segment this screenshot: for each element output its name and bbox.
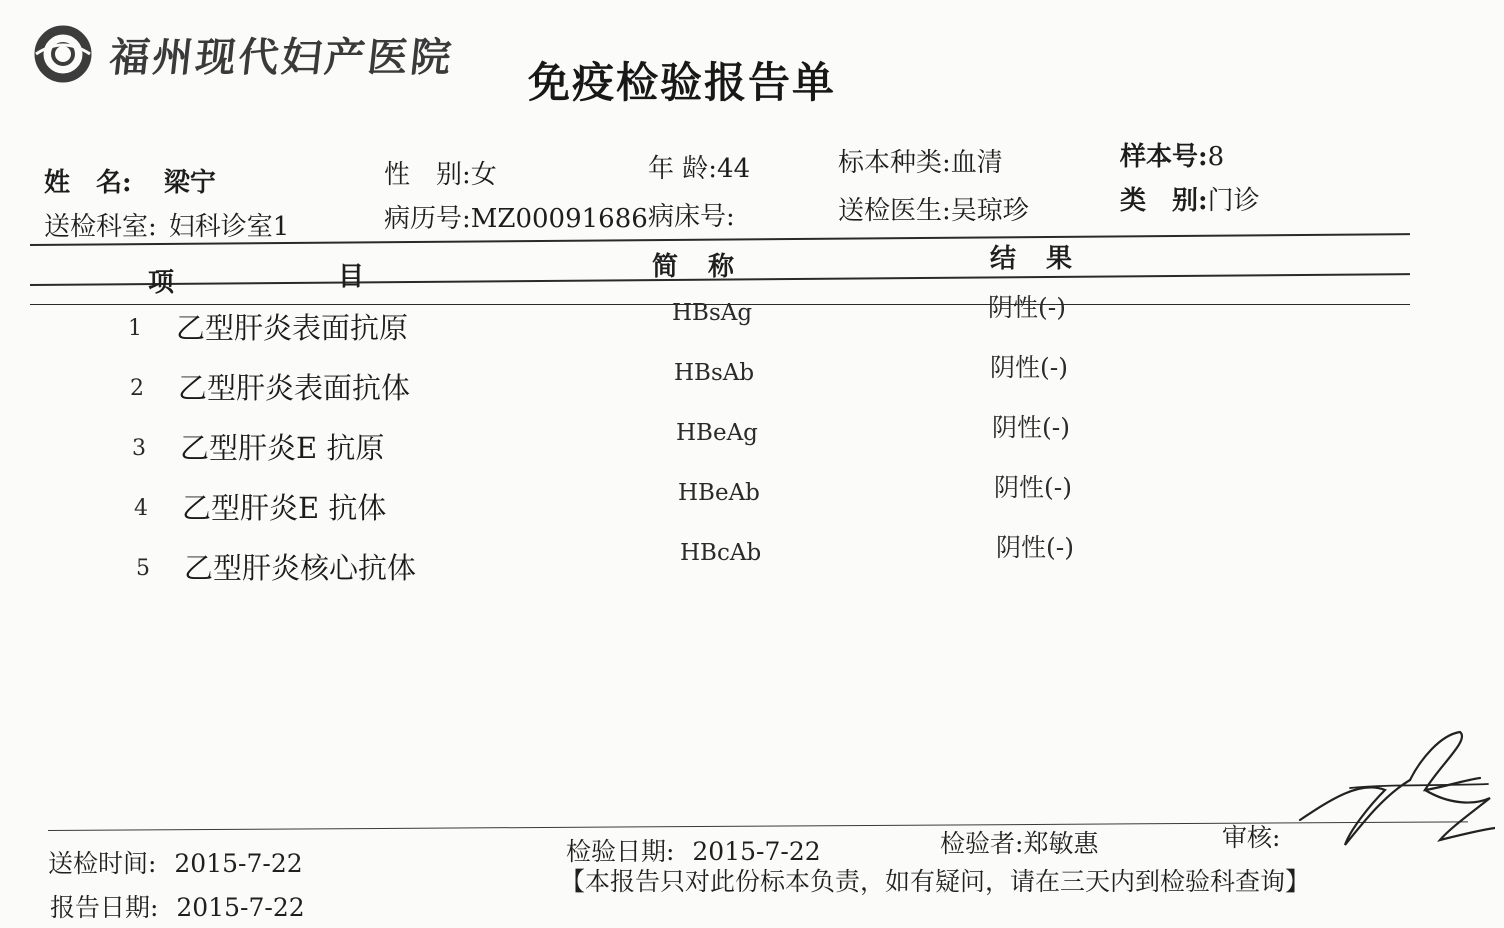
tester-value: 郑敏惠 bbox=[1023, 829, 1099, 858]
specimen-type bbox=[838, 142, 1003, 179]
report-notice: 【本报告只对此份标本负责，如有疑问，请在三天内到检验科查询】 bbox=[560, 867, 1311, 896]
row-test-name: 乙型肝炎E 抗原 bbox=[180, 431, 385, 465]
doctor-label: 送检医生: bbox=[838, 196, 951, 226]
bed-number bbox=[648, 196, 735, 233]
sample-number-value: 8 bbox=[1207, 142, 1225, 172]
row-result: 阴性(-) bbox=[996, 533, 1074, 562]
submit-time-label: 送检时间: bbox=[48, 849, 157, 878]
reviewer bbox=[1222, 818, 1280, 854]
row-index: 4 bbox=[134, 496, 148, 521]
row-test-name: 乙型肝炎表面抗体 bbox=[178, 371, 411, 405]
report-date-label: 报告日期: bbox=[50, 893, 159, 922]
row-index: 3 bbox=[132, 436, 146, 461]
report-date-value: 2015-7-22 bbox=[176, 893, 305, 922]
doctor-value: 吴琼珍 bbox=[950, 196, 1029, 226]
medical-record-label: 病历号: bbox=[384, 204, 471, 234]
hospital-name: 福州现代妇产医院 bbox=[107, 34, 457, 81]
row-abbreviation: HBcAb bbox=[680, 540, 762, 566]
sample-number bbox=[1120, 136, 1224, 173]
tester bbox=[940, 824, 1098, 860]
submit-time bbox=[48, 844, 303, 880]
row-abbreviation: HBeAg bbox=[676, 420, 758, 446]
row-abbreviation: HBsAg bbox=[672, 300, 753, 326]
hospital-logo bbox=[22, 18, 482, 88]
patient-age-value: 44 bbox=[717, 154, 751, 184]
patient-gender-label: 性 别: bbox=[384, 160, 471, 190]
row-index: 2 bbox=[130, 376, 144, 401]
submitting-department bbox=[44, 206, 289, 243]
hospital-logo-icon bbox=[28, 24, 98, 84]
department-value: 妇科诊室1 bbox=[168, 212, 290, 242]
specimen-type-label: 标本种类: bbox=[838, 148, 951, 178]
column-header-abbr: 简 称 bbox=[652, 252, 737, 282]
column-header-result: 结 果 bbox=[990, 244, 1075, 274]
row-abbreviation: HBeAb bbox=[678, 480, 760, 506]
row-test-name: 乙型肝炎表面抗原 bbox=[176, 311, 409, 345]
reviewer-label: 审核: bbox=[1222, 823, 1281, 852]
row-result: 阴性(-) bbox=[990, 353, 1068, 382]
row-index: 1 bbox=[128, 316, 142, 341]
report-date bbox=[50, 888, 305, 924]
patient-age bbox=[648, 148, 750, 185]
patient-age-label: 年 龄: bbox=[648, 154, 718, 184]
patient-gender-value: 女 bbox=[470, 160, 497, 190]
submit-time-value: 2015-7-22 bbox=[174, 849, 303, 878]
medical-record bbox=[384, 198, 648, 235]
test-date-value: 2015-7-22 bbox=[692, 837, 821, 866]
patient-name-label: 姓 名: bbox=[44, 168, 132, 198]
handwritten-signature bbox=[1290, 710, 1495, 860]
column-header-item-1: 项 bbox=[148, 268, 177, 298]
row-result: 阴性(-) bbox=[992, 413, 1070, 442]
row-index: 5 bbox=[136, 556, 150, 581]
patient-name bbox=[44, 162, 216, 199]
row-result: 阴性(-) bbox=[994, 473, 1072, 502]
bed-number-label: 病床号: bbox=[648, 202, 735, 232]
patient-name-value: 梁宁 bbox=[163, 168, 216, 198]
row-test-name: 乙型肝炎E 抗体 bbox=[182, 491, 387, 525]
row-abbreviation: HBsAb bbox=[674, 360, 755, 386]
category-value: 门诊 bbox=[1207, 186, 1260, 216]
submitting-doctor bbox=[838, 190, 1029, 227]
specimen-type-value: 血清 bbox=[950, 148, 1003, 178]
row-test-name: 乙型肝炎核心抗体 bbox=[184, 551, 417, 585]
sample-number-label: 样本号: bbox=[1120, 142, 1208, 172]
department-label: 送检科室: bbox=[44, 212, 157, 242]
category-label: 类 别: bbox=[1120, 186, 1208, 216]
patient-category bbox=[1120, 180, 1260, 217]
patient-gender bbox=[384, 154, 497, 191]
tester-label: 检验者: bbox=[940, 829, 1024, 858]
column-header-item-2: 目 bbox=[338, 262, 367, 292]
medical-record-value: MZ00091686 bbox=[470, 204, 648, 234]
row-result: 阴性(-) bbox=[988, 293, 1066, 322]
test-date-label: 检验日期: bbox=[566, 837, 675, 866]
report-title: 免疫检验报告单 bbox=[528, 58, 837, 107]
